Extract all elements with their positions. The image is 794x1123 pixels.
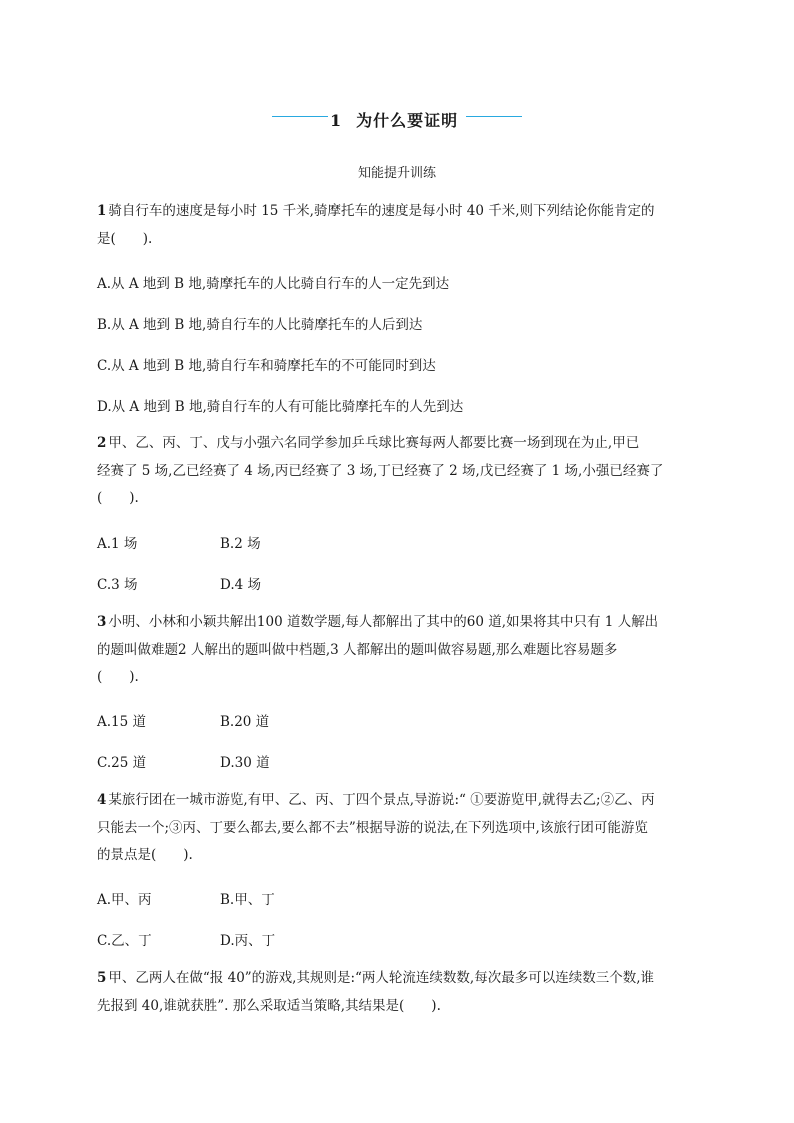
- question-2-option-d: D.4 场: [220, 577, 262, 593]
- question-3-option-b: B.20 道: [220, 714, 270, 730]
- question-text-line: 甲、乙两人在做“报 40”的游戏,其规则是:“两人轮流连续数数,每次最多可以连续数三个数,谁: [108, 970, 655, 986]
- section-header: [0, 108, 794, 132]
- question-text-line: 是( ).: [97, 230, 153, 247]
- question-2-option-a: A.1 场: [97, 536, 138, 552]
- question-number: 2: [97, 435, 107, 451]
- question-4-option-b: B.甲、丁: [220, 892, 275, 908]
- question-1-option-c: C.从 A 地到 B 地,骑自行车和骑摩托车的不可能同时到达: [97, 358, 436, 374]
- title-rule-left: [272, 116, 328, 117]
- question-4-stem: [97, 787, 697, 870]
- section-number: 1: [330, 111, 343, 130]
- question-4-option-c: C.乙、丁: [97, 933, 152, 949]
- page-title: [330, 108, 458, 131]
- question-2-stem: [97, 430, 697, 513]
- question-text-line: 只能去一个;③丙、丁要么都去,要么都不去”根据导游的说法,在下列选项中,该旅行团可能游览: [97, 819, 648, 836]
- page-subtitle: 知能提升训练: [357, 166, 436, 181]
- question-text-line: 甲、乙、丙、丁、戊与小强六名同学参加乒乓球比赛每两人都要比赛一场到现在为止,甲已: [108, 435, 640, 451]
- question-1-option-a: A.从 A 地到 B 地,骑摩托车的人比骑自行车的人一定先到达: [97, 276, 450, 292]
- question-2-option-b: B.2 场: [220, 536, 261, 552]
- question-text-line: ( ).: [97, 669, 139, 685]
- question-5-stem: [97, 965, 697, 1020]
- title-rule-right: [466, 116, 522, 117]
- section-title: 为什么要证明: [356, 111, 459, 130]
- question-3-option-a: A.15 道: [97, 714, 147, 730]
- question-text-line: 先报到 40,谁就获胜”. 那么采取适当策略,其结果是( ).: [97, 997, 441, 1014]
- question-number: 1: [97, 203, 107, 219]
- question-text-line: 的景点是( ).: [97, 847, 193, 863]
- question-number: 4: [97, 792, 107, 808]
- question-text-line: 的题叫做难题2 人解出的题叫做中档题,3 人都解出的题叫做容易题,那么难题比容易题多: [97, 641, 618, 658]
- question-1-option-b: B.从 A 地到 B 地,骑自行车的人比骑摩托车的人后到达: [97, 317, 423, 333]
- question-text-line: 某旅行团在一城市游览,有甲、乙、丙、丁四个景点,导游说:“ ①要游览甲,就得去乙;②乙、丙: [108, 792, 655, 808]
- question-4-option-a: A.甲、丙: [97, 892, 152, 908]
- question-4-option-d: D.丙、丁: [220, 933, 276, 949]
- question-text-line: ( ).: [97, 490, 139, 506]
- question-3-stem: [97, 609, 697, 692]
- question-2-option-c: C.3 场: [97, 577, 138, 593]
- question-1-stem: [97, 198, 697, 253]
- question-3-option-c: C.25 道: [97, 755, 147, 771]
- question-text-line: 骑自行车的速度是每小时 15 千米,骑摩托车的速度是每小时 40 千米,则下列结论你能肯定的: [108, 203, 655, 219]
- question-1-option-d: D.从 A 地到 B 地,骑自行车的人有可能比骑摩托车的人先到达: [97, 399, 464, 415]
- question-number: 3: [97, 614, 107, 630]
- question-text-line: 经赛了 5 场,乙已经赛了 4 场,丙已经赛了 3 场,丁已经赛了 2 场,戊已经赛了 1 场,小强已经赛了: [97, 462, 664, 479]
- question-3-option-d: D.30 道: [220, 755, 270, 771]
- question-number: 5: [97, 970, 107, 986]
- question-text-line: 小明、小林和小颖共解出100 道数学题,每人都解出了其中的60 道,如果将其中只有 1 人解出: [108, 614, 659, 630]
